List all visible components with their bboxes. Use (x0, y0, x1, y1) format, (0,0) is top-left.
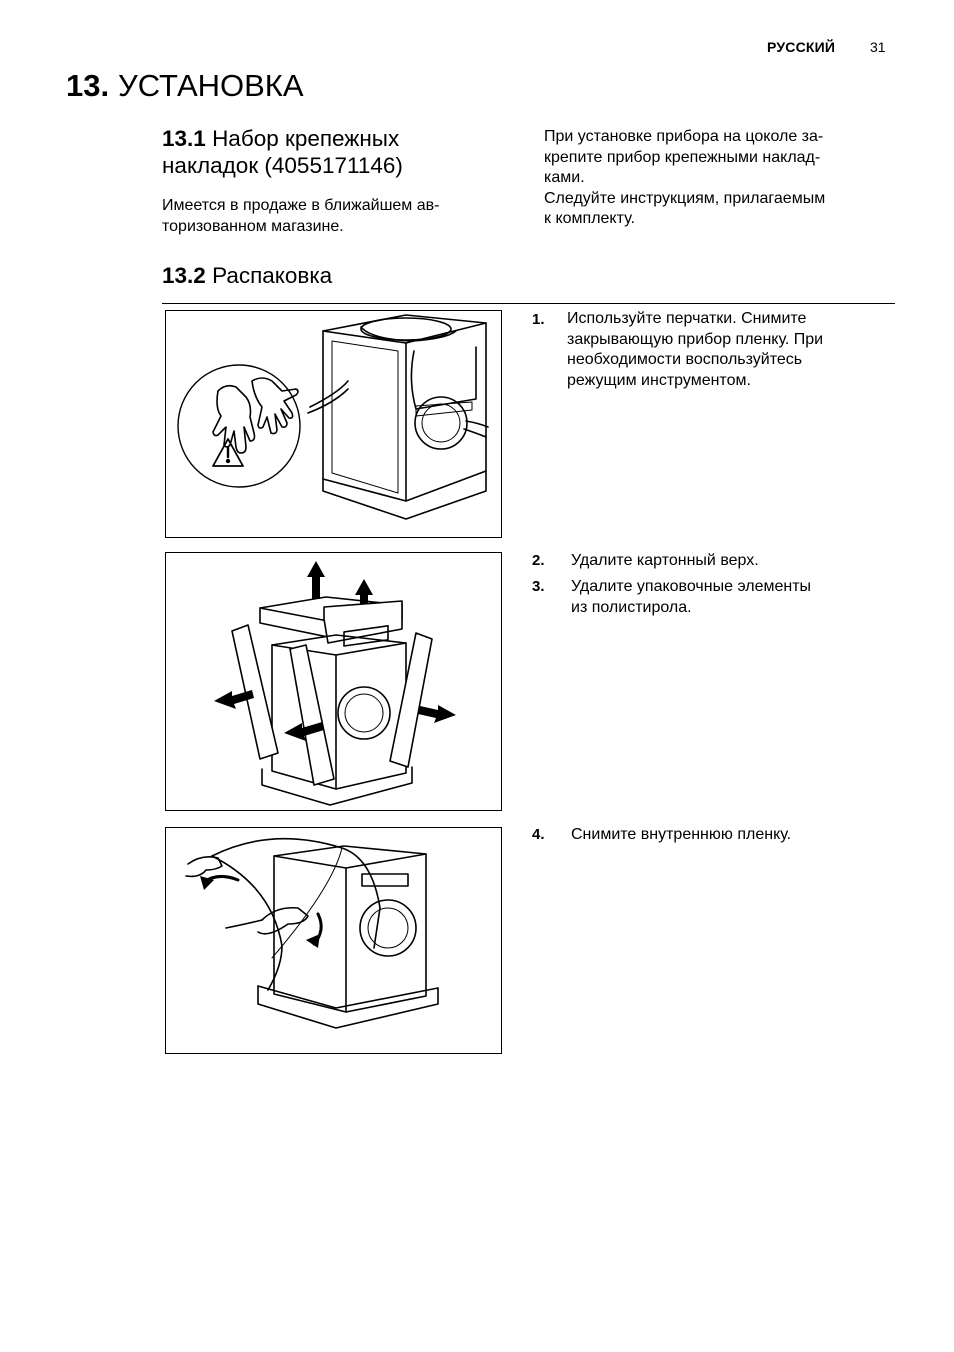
step-line: Снимите внутреннюю пленку. (571, 826, 792, 843)
figure-2-remove-packaging (165, 552, 502, 811)
arrow-right-icon (418, 705, 456, 723)
step-1-text (567, 309, 823, 391)
body-line: крепите прибор крепежными наклад- (544, 148, 821, 166)
step-3-number: 3. (532, 578, 545, 595)
body-line: торизованном магазине. (162, 217, 344, 235)
section-13-1-title-line1: Набор крепежных (212, 126, 400, 151)
body-line: При установке прибора на цоколе за- (544, 128, 824, 145)
chapter-number: 13. (66, 68, 110, 103)
step-line: Удалите упаковочные элементы (571, 578, 812, 595)
step-line: Используйте перчатки. Снимите (567, 310, 807, 327)
washing-machine-illustration (258, 846, 438, 1028)
step-2-number: 2. (532, 552, 545, 569)
chapter-title: УСТАНОВКА (118, 68, 304, 103)
figure-3-inner-film (165, 827, 502, 1054)
body-line: к комплекту. (544, 210, 635, 227)
body-line: ками. (544, 169, 585, 186)
step-line: режущим инструментом. (567, 371, 751, 389)
step-line: Удалите картонный верх. (571, 552, 759, 569)
inner-film (212, 839, 380, 990)
body-line: Имеется в продаже в ближайшем ав- (162, 197, 440, 214)
section-13-2-number: 13.2 (162, 263, 206, 288)
section-13-1-body (162, 196, 439, 237)
section-13-2-title: Распаковка (212, 263, 333, 288)
page-number: 31 (870, 39, 886, 55)
figure-1-unpacking-film (165, 310, 502, 538)
step-3-text (571, 577, 811, 618)
section-13-1-right-text (544, 127, 825, 230)
section-divider (162, 303, 895, 304)
body-line: Следуйте инструкциям, прилагаемым (544, 189, 826, 207)
step-2-text (571, 551, 759, 572)
section-13-1-heading (162, 125, 403, 179)
step-line: закрывающую прибор пленку. При (567, 330, 824, 348)
step-1-number: 1. (532, 311, 545, 328)
section-13-1-title-line2: накладок (4055171146) (162, 153, 403, 178)
section-13-1-number: 13.1 (162, 126, 206, 151)
step-4-text (571, 825, 791, 846)
header-language: РУССКИЙ (767, 39, 836, 55)
step-line: необходимости воспользуйтесь (567, 351, 803, 368)
step-4-number: 4. (532, 826, 545, 843)
hand-illustration (186, 857, 308, 934)
washing-machine-illustration (262, 626, 412, 805)
section-13-2-heading (162, 262, 332, 289)
washing-machine-illustration (308, 315, 488, 519)
polystyrene-corners (232, 625, 432, 785)
step-line: из полистирола. (571, 598, 692, 616)
